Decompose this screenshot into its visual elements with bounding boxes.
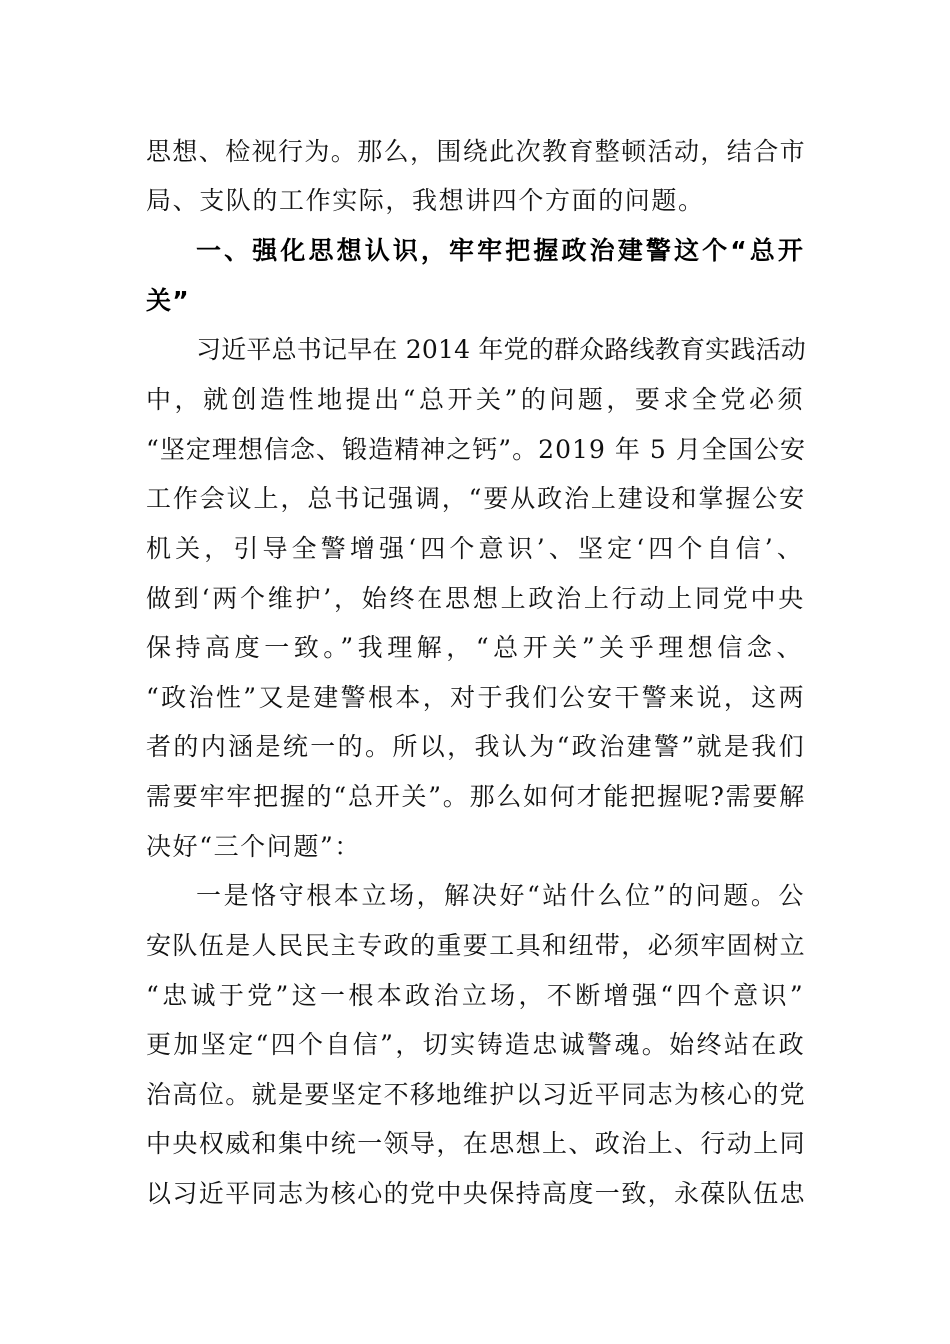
body-text-line: “坚定理想信念、锻造精神之钙”。2019 年 5 月全国公安 [146, 435, 806, 464]
body-text-line: 治高位。就是要坚定不移地维护以习近平同志为核心的党 [146, 1080, 806, 1109]
body-text-line: 者的内涵是统一的。所以，我认为“政治建警”就是我们 [146, 732, 806, 761]
section-heading: 一、强化思想认识，牢牢把握政治建警这个“总开 [196, 236, 806, 265]
body-text-line: 工作会议上，总书记强调，“要从政治上建设和掌握公安 [146, 484, 806, 513]
body-text-line: 需要牢牢把握的“总开关”。那么如何才能把握呢?需要解 [146, 782, 806, 811]
body-text-line: 中，就创造性地提出“总开关”的问题，要求全党必须 [146, 385, 806, 414]
body-text-line: 习近平总书记早在 2014 年党的群众路线教育实践活动 [196, 335, 806, 364]
body-text-line: 保持高度一致。”我理解，“总开关”关乎理想信念、 [146, 633, 806, 662]
body-text-line: 以习近平同志为核心的党中央保持高度一致，永葆队伍忠 [146, 1179, 806, 1208]
body-text-line: 一是恪守根本立场，解决好“站什么位”的问题。公 [196, 881, 806, 910]
body-text-line: “忠诚于党”这一根本政治立场，不断增强“四个意识” [146, 981, 806, 1010]
body-text-line: 决好“三个问题”： [146, 832, 361, 861]
body-text-line: 更加坚定“四个自信”，切实铸造忠诚警魂。始终站在政 [146, 1030, 806, 1059]
section-heading: 关” [146, 286, 190, 315]
body-text-line: 做到‘两个维护’，始终在思想上政治上行动上同党中央 [146, 584, 806, 613]
body-text-line: 机关，引导全警增强‘四个意识’、坚定‘四个自信’、 [146, 534, 806, 563]
body-text-line: 安队伍是人民民主专政的重要工具和纽带，必须牢固树立 [146, 931, 806, 960]
body-text-line: 中央权威和集中统一领导，在思想上、政治上、行动上同 [146, 1129, 806, 1158]
body-text-line: 局、支队的工作实际，我想讲四个方面的问题。 [146, 186, 705, 215]
body-text-line: “政治性”又是建警根本，对于我们公安干警来说，这两 [146, 683, 806, 712]
body-text-line: 思想、检视行为。那么，围绕此次教育整顿活动，结合市 [146, 137, 806, 166]
